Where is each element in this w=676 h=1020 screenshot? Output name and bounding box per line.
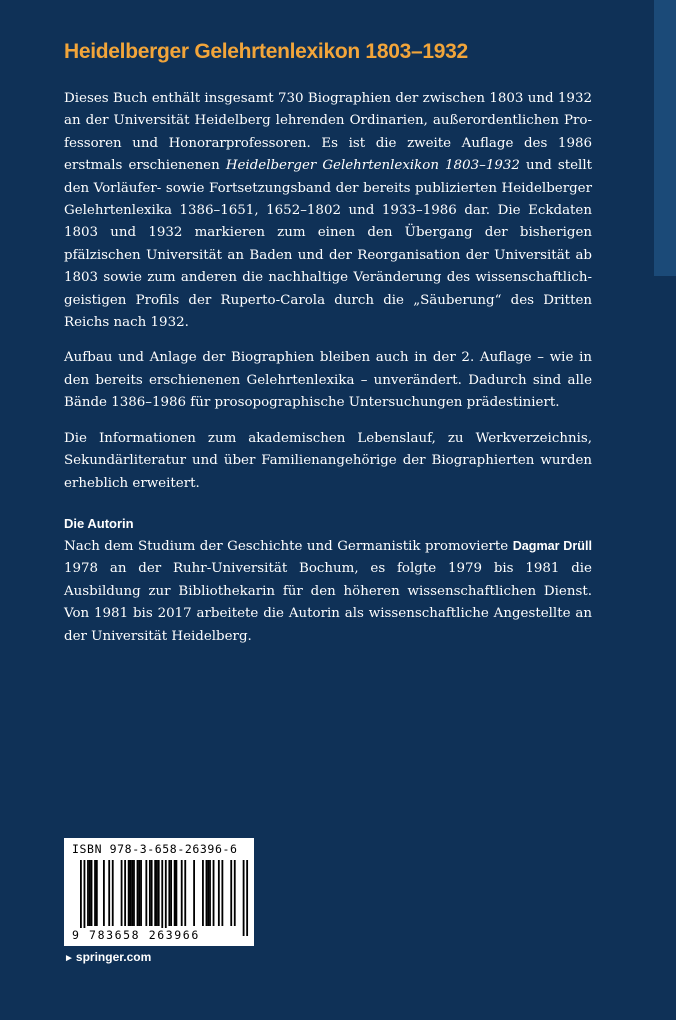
barcode-bar — [213, 860, 215, 926]
barcode-bar — [133, 860, 135, 926]
barcode-bar — [94, 860, 96, 926]
barcode-bar — [181, 860, 183, 926]
barcode-bar — [174, 860, 176, 926]
paragraph-information: Die Informationen zum akademischen Lebenslauf, zu Werkverzeichnis, Sekundärliteratur und über Familienangehörige der Biographierten wurden erheblich erweitert. — [64, 430, 592, 491]
blurb-text — [64, 88, 592, 661]
barcode-bar — [170, 860, 172, 926]
barcode-bar — [221, 860, 223, 926]
barcode-digits: 9 783658 263966 — [72, 928, 200, 942]
barcode-bar — [246, 860, 248, 936]
barcode-bar — [184, 860, 186, 926]
barcode-bar — [158, 860, 160, 926]
barcode-bar — [165, 860, 167, 936]
paragraph-intro-italic-title: Heidelberger Gelehrtenlexikon 1803–1932 — [225, 158, 520, 174]
author-heading: Die Autorin — [64, 515, 134, 531]
barcode-bar — [175, 860, 177, 926]
barcode-bar — [168, 860, 170, 926]
barcode-bar — [80, 860, 82, 936]
barcode-bar — [202, 860, 204, 926]
isbn-label: ISBN 978-3-658-26396-6 — [72, 842, 238, 856]
barcode-bar — [128, 860, 130, 926]
book-title: Heidelberger Gelehrtenlexikon 1803–1932 — [64, 40, 468, 63]
barcode-bar — [84, 860, 86, 936]
paragraph-intro — [64, 88, 592, 334]
barcode-bar — [206, 860, 208, 926]
barcode-bar — [218, 860, 220, 926]
barcode-bar — [193, 860, 195, 926]
barcode-bar — [124, 860, 126, 926]
barcode-bar — [121, 860, 123, 926]
author-bio-part-b: 1978 an der Ruhr-Universität Bochum, es folgte 1979 bis 1981 die Ausbildung zur Bibliothekarin für den höheren wissenschaftlichen Dienst. Von 1981 bis 2017 arbeitete die Autorin als wissenschaftliche Angestellte an der Universität Heidelberg. — [64, 561, 592, 644]
barcode-bar — [137, 860, 139, 926]
spine-accent-strip — [654, 0, 676, 276]
barcode-bar — [209, 860, 211, 926]
barcode-bar — [87, 860, 89, 926]
barcode-bar — [89, 860, 91, 926]
barcode-bar — [243, 860, 245, 936]
barcode-bar — [154, 860, 156, 926]
isbn-barcode — [64, 838, 254, 946]
arrow-right-icon: ► — [64, 953, 74, 964]
barcode-bar — [103, 860, 105, 926]
barcode-bar — [161, 860, 163, 936]
barcode-bar — [156, 860, 158, 926]
barcode-bar — [96, 860, 98, 926]
barcode-bar — [138, 860, 140, 926]
barcode-bar — [131, 860, 133, 926]
barcode-bar — [149, 860, 151, 926]
paragraph-intro-part-b: und stellt den Vorläufer- sowie Fortsetzungsband der bereits publizierten Heidelberger Gelehrtenlexika 1386–1651, 1652–1802 und 1933–1986 dar. Die Eckdaten 1803 und 1932 markieren zum einen den Übergang der bisherigen pfälzischen Universität an Baden und der Reorganisation der Universität ab 1803 sowie zum anderen die nachhaltige Veränderung des wissenschaftlich-geistigen Profils der Ruperto-Carola durch die „Säuberung“ des Dritten Reichs nach 1932. — [64, 158, 592, 331]
publisher-link[interactable] — [64, 950, 151, 964]
barcode-bar — [151, 860, 153, 926]
author-name: Dagmar Drüll — [512, 538, 592, 553]
barcode-bar — [145, 860, 147, 926]
barcode-bar — [112, 860, 114, 926]
barcode-bar — [230, 860, 232, 926]
author-bio — [64, 535, 592, 648]
paragraph-intro-part-a: Dieses Buch enthält insgesamt 730 Biographien der zwischen 1803 und 1932 an der Universität Heidelberg lehrenden Ordinarien, außerordentlichen Professoren und Honorarprofessoren. Es ist die zweite Auflage des 1986 erstmals erschienenen — [64, 91, 592, 174]
barcode-bars — [68, 860, 250, 936]
publisher-label: springer.com — [75, 950, 152, 964]
barcode-bar — [108, 860, 110, 926]
barcode-bar — [140, 860, 142, 926]
barcode-bar — [130, 860, 132, 926]
barcode-bar — [234, 860, 236, 926]
paragraph-structure: Aufbau und Anlage der Biographien bleiben auch in der 2. Auflage – wie in den bereits erschienenen Gelehrtenlexika – unverändert. Dadurch sind alle Bände 1386–1986 für prosopographische Untersuchungen prädestiniert. — [64, 350, 592, 411]
barcode-bar — [207, 860, 209, 926]
author-bio-part-a: Nach dem Studium der Geschichte und Germanistik promovierte — [64, 538, 513, 554]
barcode-bar — [91, 860, 93, 926]
